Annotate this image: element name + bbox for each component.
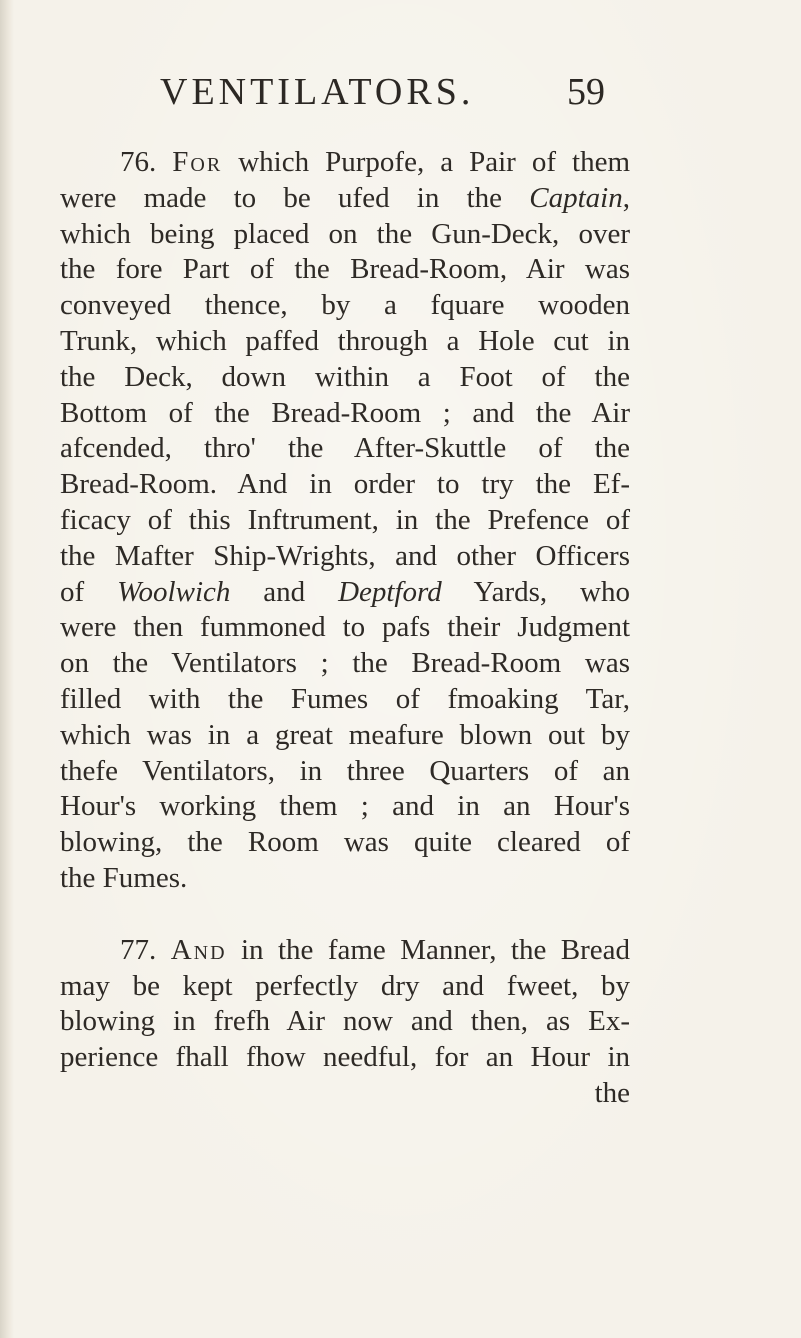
paragraph-gap (60, 897, 630, 933)
text-line: conveyed thence, by a fquare wooden (60, 289, 630, 322)
text-line (60, 933, 630, 969)
line-text: Yards, who (441, 575, 630, 608)
text-line: thefe Ventilators, in three Quarters of an (60, 754, 630, 787)
line-text: were made to be ufed in the (60, 181, 530, 214)
text-line: Trunk, which paffed through a Hole cut in (60, 324, 630, 357)
paragraph-number: 76. (120, 146, 157, 178)
running-head: VENTILATORS. (160, 71, 475, 113)
lead-word: For (172, 146, 223, 178)
text-line (60, 575, 630, 611)
line-text: which Purpofe, a Pair of them (238, 146, 631, 178)
line-text: and (230, 575, 339, 608)
text-line: Hour's working them ; and in an Hour's (60, 790, 630, 823)
text-line: may be kept perfectly dry and fweet, by (60, 969, 630, 1002)
text-line: Bottom of the Bread-Room ; and the Air (60, 396, 630, 429)
catchword: the (594, 1076, 630, 1109)
text-line: were then fummoned to pafs their Judgment (60, 611, 630, 644)
italic-text: Woolwich (117, 575, 231, 608)
text-line: ficacy of this Inftrument, in the Prefence of (60, 503, 630, 536)
line-text: in the fame Manner, the Bread (240, 933, 631, 966)
page-number: 59 (567, 71, 605, 113)
line-text: of (60, 575, 118, 608)
page-gutter-shadow (0, 0, 14, 1338)
paragraph-number: 77. (120, 933, 157, 966)
text-line: perience fhall fhow needful, for an Hour in (60, 1041, 630, 1074)
paragraph-76 (60, 145, 630, 897)
text-line (60, 181, 630, 217)
text-line: afcended, thro' the After-Skuttle of the (60, 432, 630, 465)
text-line: the Mafter Ship-Wrights, and other Officers (60, 539, 630, 572)
text-line: Bread-Room. And in order to try the Ef- (60, 468, 630, 501)
line-text: , (622, 181, 630, 214)
lead-word: And (170, 933, 227, 966)
text-line: the Deck, down within a Foot of the (60, 360, 630, 393)
text-line: the fore Part of the Bread-Room, Air was (60, 253, 630, 286)
text-line: the Fumes. (60, 861, 188, 894)
text-line: blowing, the Room was quite cleared of (60, 826, 630, 859)
text-line: which being placed on the Gun-Deck, over (60, 217, 630, 250)
text-line: on the Ventilators ; the Bread-Room was (60, 647, 630, 680)
body-text (60, 145, 630, 1112)
page-header (0, 70, 801, 130)
text-line: filled with the Fumes of fmoaking Tar, (60, 682, 630, 715)
text-line: blowing in frefh Air now and then, as Ex- (60, 1005, 630, 1038)
text-line: which was in a great meafure blown out by (60, 718, 630, 751)
paragraph-77 (60, 933, 630, 1112)
italic-text: Captain (529, 181, 623, 214)
text-line (60, 145, 630, 181)
italic-text: Deptford (338, 575, 442, 608)
